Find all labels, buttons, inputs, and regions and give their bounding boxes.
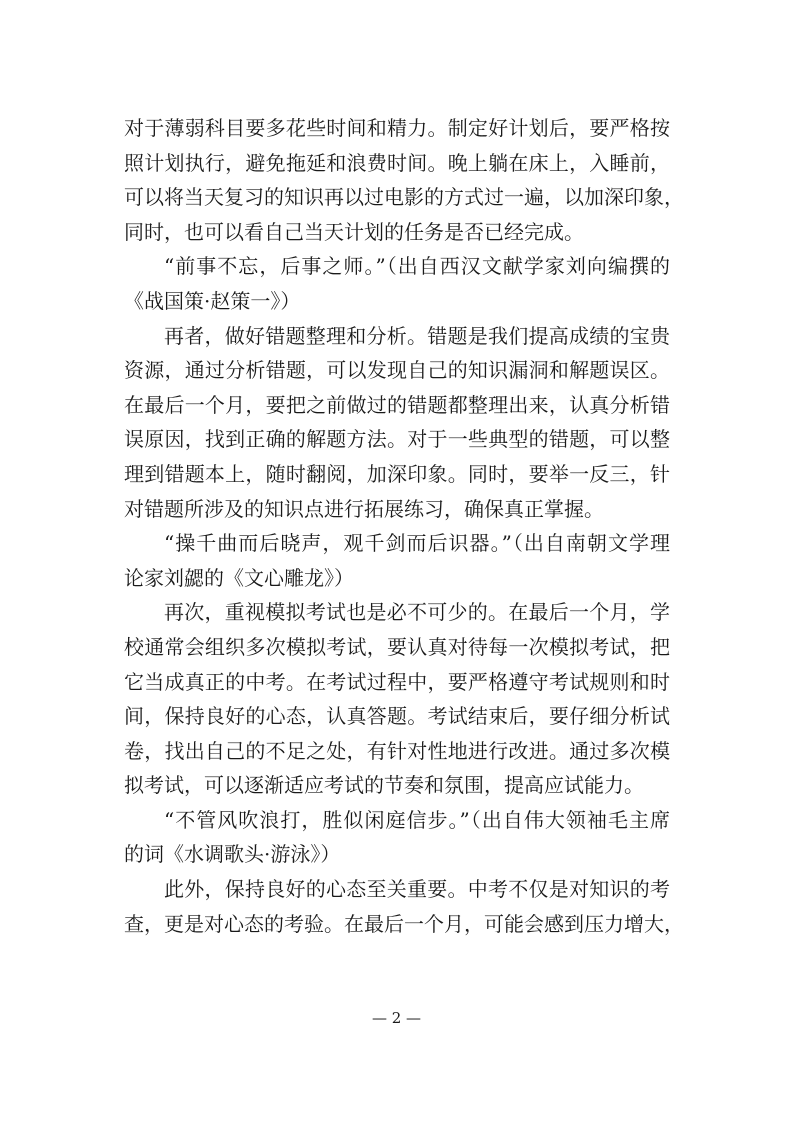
text-line: 照计划执行，避免拖延和浪费时间。晚上躺在床上，入睡前，	[124, 150, 670, 175]
text-line: 拟考试，可以逐渐适应考试的节奏和氛围，提高应试能力。	[124, 773, 644, 798]
text-line: 在最后一个月，要把之前做过的错题都整理出来，认真分析错	[124, 392, 670, 417]
quote-line: “操千曲而后晓声，观千剑而后识器。”（出自南朝文学理	[164, 531, 670, 556]
quote-line: “不管风吹浪打，胜似闲庭信步。”（出自伟大领袖毛主席	[164, 807, 670, 832]
quote-line: “前事不忘，后事之师。”（出自西汉文献学家刘向编撰的	[164, 254, 670, 279]
page-number: — 2 —	[371, 1009, 422, 1027]
body-text	[124, 111, 684, 941]
text-line: 可以将当天复习的知识再以过电影的方式过一遍，以加深印象，	[124, 185, 684, 210]
text-line: 查，更是对心态的考验。在最后一个月，可能会感到压力增大，	[124, 911, 684, 936]
text-line: 资源，通过分析错题，可以发现自己的知识漏洞和解题误区。	[124, 358, 670, 383]
text-line: 误原因，找到正确的解题方法。对于一些典型的错题，可以整	[124, 427, 670, 452]
text-line: 同时，也可以看自己当天计划的任务是否已经完成。	[124, 219, 584, 244]
text-line: 对于薄弱科目要多花些时间和精力。制定好计划后，要严格按	[124, 116, 670, 140]
paragraph-start-line: 此外，保持良好的心态至关重要。中考不仅是对知识的考	[164, 877, 670, 902]
text-line: 理到错题本上，随时翻阅，加深印象。同时，要举一反三，针	[124, 461, 670, 486]
quote-source-line: 的词《水调歌头·游泳》）	[124, 842, 341, 867]
paragraph-start-line: 再者，做好错题整理和分析。错题是我们提高成绩的宝贵	[164, 323, 670, 348]
text-line: 卷，找出自己的不足之处，有针对性地进行改进。通过多次模	[124, 738, 670, 763]
quote-source-line: 论家刘勰的《文心雕龙》）	[124, 565, 354, 590]
text-line: 对错题所涉及的知识点进行拓展练习，确保真正掌握。	[124, 496, 604, 521]
paragraph-start-line: 再次，重视模拟考试也是必不可少的。在最后一个月，学	[164, 600, 670, 625]
quote-source-line: 《战国策·赵策一》）	[124, 288, 301, 313]
text-line: 校通常会组织多次模拟考试，要认真对待每一次模拟考试，把	[124, 634, 670, 659]
text-line: 它当成真正的中考。在考试过程中，要严格遵守考试规则和时	[124, 669, 670, 694]
text-line: 间，保持良好的心态，认真答题。考试结束后，要仔细分析试	[124, 704, 670, 729]
